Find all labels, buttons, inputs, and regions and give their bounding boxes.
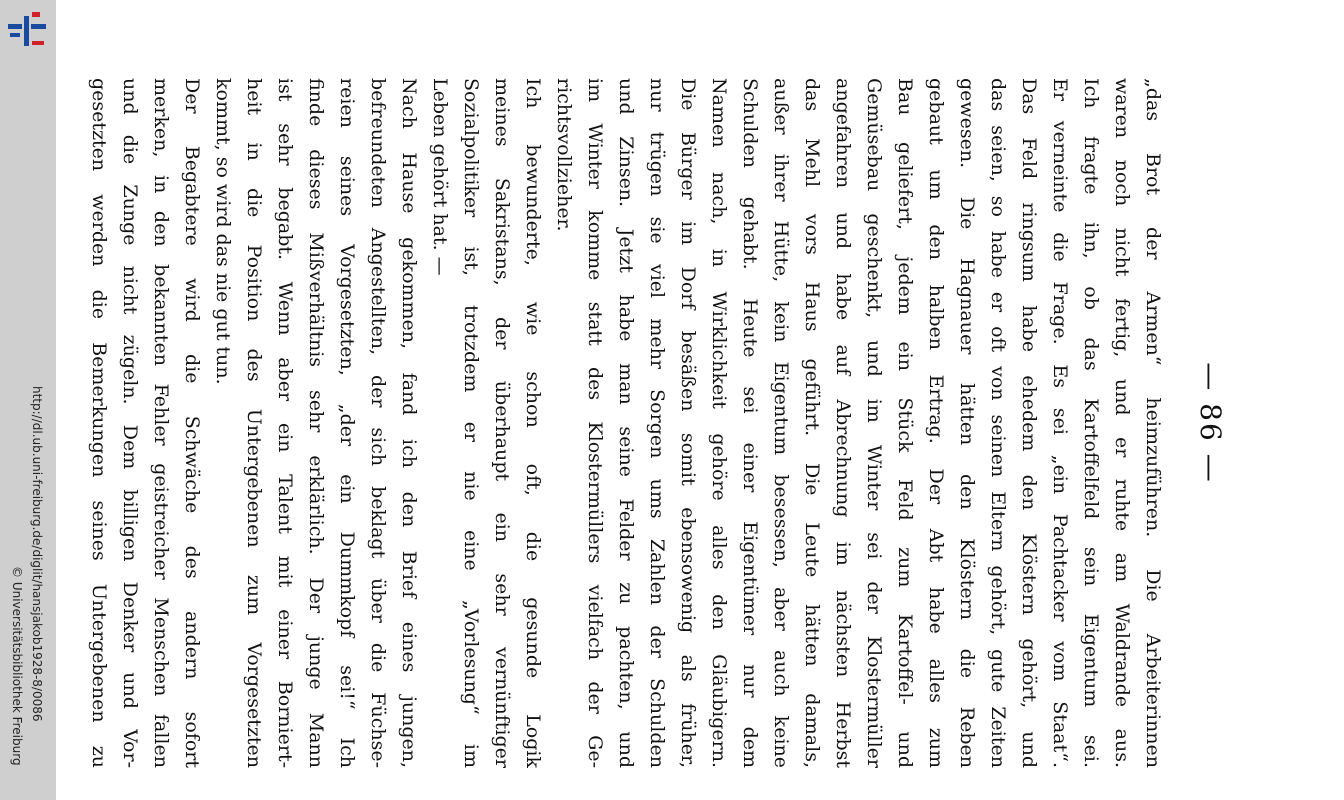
text-line: Sozialpolitiker ist, trotzdem er nie eine „Vorlesung“ im	[460, 78, 482, 768]
page-text	[83, 78, 1168, 768]
text-line: Ich fragte ihn, ob das Kartoffelfeld sein Eigentum sei.	[1080, 78, 1102, 768]
page-number: — 86 —	[1194, 362, 1227, 484]
text-line: „das Brot der Armen“ heimzuführen. Die Arbeiterinnen	[1142, 78, 1164, 768]
text-line: gesetzten werden die Bemerkungen seines Untergebenen zu	[88, 78, 110, 768]
text-line: Ich bewunderte, wie schon oft, die gesunde Logik	[522, 78, 544, 768]
text-line: richtsvollzieher.	[553, 78, 575, 232]
text-line: ist sehr begabt. Wenn aber ein Talent mit einer Borniert-	[274, 78, 296, 768]
library-logo-icon	[4, 10, 50, 50]
source-url[interactable]: http://dl.ub.uni-freiburg.de/diglit/hansjakob1928-8/0086	[30, 386, 44, 722]
text-line: und Zinsen. Jetzt habe man seine Felder zu pachten, und	[615, 78, 637, 768]
text-line: Das Feld ringsum habe ehedem den Klöstern gehört, und	[1018, 78, 1040, 768]
text-line: Schulden gehabt. Heute sei einer Eigentümer nur dem	[739, 78, 761, 768]
text-line: Die Bürger im Dorf besäßen somit ebensowenig als früher,	[677, 78, 699, 768]
text-line: Bau geliefert, jedem ein Stück Feld zum Kartoffel- und	[894, 78, 916, 768]
text-line: Namen nach, in Wirklichkeit gehöre alles den Gläubigern.	[708, 78, 730, 768]
text-line: angefahren und habe auf Abrechnung im nächsten Herbst	[832, 78, 854, 768]
text-line: nur trügen sie viel mehr Sorgen ums Zahlen der Schulden	[646, 78, 668, 768]
text-line: meines Sakristans, der überhaupt ein sehr vernünftiger	[491, 78, 513, 768]
text-line: heit in die Position des Untergebenen zum Vorgesetzten	[243, 78, 265, 768]
text-line: Der Begabtere wird die Schwäche des andern sofort	[181, 78, 203, 768]
copyright-notice: © Universitätsbibliothek Freiburg	[10, 566, 24, 766]
text-line: gebaut um den halben Ertrag. Der Abt habe alles zum	[925, 78, 947, 768]
text-line: Nach Hause gekommen, fand ich den Brief eines jungen,	[398, 78, 420, 768]
text-line: merken, in den bekannten Fehler geistreicher Menschen fallen	[150, 78, 172, 768]
scanned-page	[88, 78, 1228, 768]
text-line: Gemüsebau geschenkt, und im Winter sei der Klostermüller	[863, 78, 885, 768]
text-line: Er verneinte die Frage. Es sei „ein Pachtacker vom Staat“.	[1049, 78, 1071, 768]
text-line: reien seines Vorgesetzten, „der ein Dummkopf sei!“ Ich	[336, 78, 358, 768]
text-line: und die Zunge nicht zügeln. Dem billigen Denker und Vor-	[119, 78, 141, 768]
text-line: das seien, so habe er oft von seinen Eltern gehört, gute Zeiten	[987, 78, 1009, 768]
text-line: außer ihrer Hütte, kein Eigentum besessen, aber auch keine	[770, 78, 792, 768]
text-line: gewesen. Die Hagnauer hätten den Klöstern die Reben	[956, 78, 978, 768]
text-line: finde dieses Mißverhältnis sehr erklärlich. Der junge Mann	[305, 78, 327, 768]
text-line: das Mehl vors Haus geführt. Die Leute hätten damals,	[801, 78, 823, 768]
text-line: im Winter komme statt des Klostermüllers vielfach der Ge-	[584, 78, 606, 768]
text-line: Leben gehört hat. —	[429, 78, 451, 276]
text-line: kommt, so wird das nie gut tun.	[212, 78, 234, 385]
text-line: waren noch nicht fertig, und er ruhte am Waldrande aus.	[1111, 78, 1133, 768]
text-line: befreundeten Angestellten, der sich beklagt über die Füchse-	[367, 78, 389, 768]
sidebar	[0, 0, 56, 800]
